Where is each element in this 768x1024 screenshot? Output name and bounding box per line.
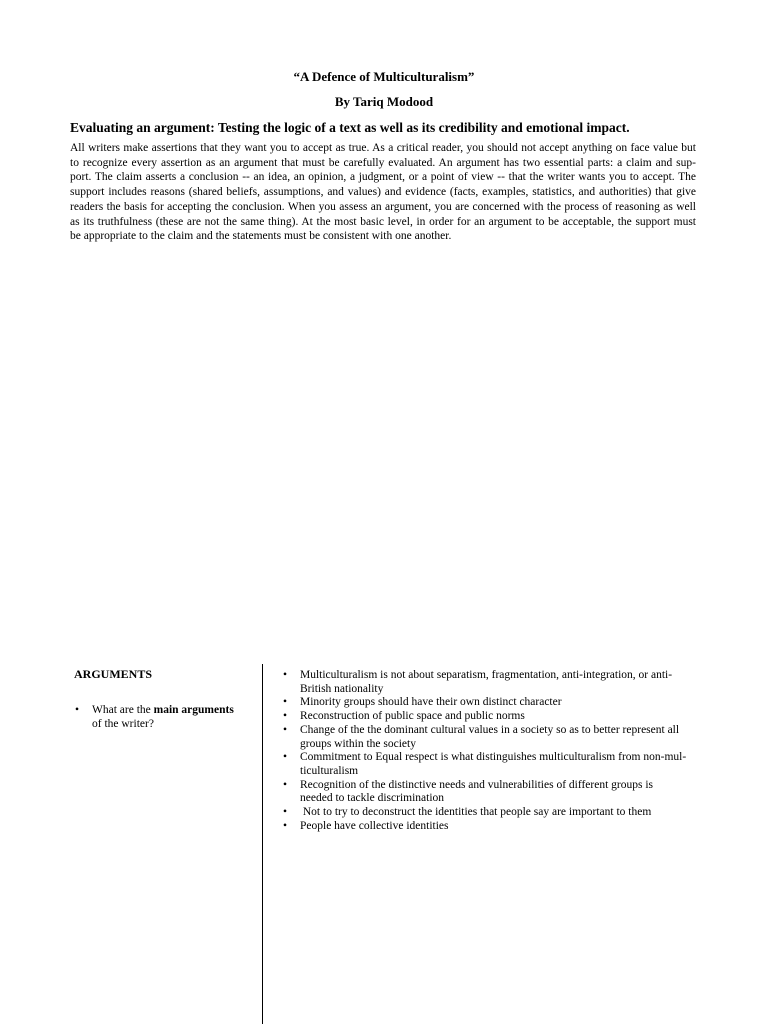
argument-item bbox=[283, 806, 700, 820]
argument-line: Minority groups should have their own distinct character bbox=[300, 696, 562, 709]
section-heading: Evaluating an argument: Testing the logic of a text as well as its credibility and emotional impact. bbox=[70, 120, 630, 135]
intro-line: port. The claim asserts a conclusion -- an idea, an opinion, a judgment, or a point of view -- that the writer wants you to accept. The bbox=[70, 171, 696, 184]
intro-paragraph bbox=[70, 141, 696, 244]
argument-line: Reconstruction of public space and public norms bbox=[300, 710, 525, 723]
bullet-icon: • bbox=[283, 696, 288, 709]
argument-item bbox=[283, 819, 700, 834]
argument-item bbox=[283, 696, 700, 710]
intro-line: readers the basis for accepting the conclusion. When you assess an argument, you are concerned with the process of reasoning as well bbox=[70, 200, 696, 213]
argument-item bbox=[283, 723, 700, 751]
question-suffix: of the writer? bbox=[92, 717, 154, 730]
argument-line: Recognition of the distinctive needs and vulnerabilities of different groups is bbox=[300, 778, 654, 791]
bullet-icon: • bbox=[283, 806, 288, 819]
document-author: By Tariq Modood bbox=[334, 94, 434, 109]
intro-line: support includes reasons (shared beliefs, assumptions, and values) and evidence (facts, examples, statistics, and authorities) that give bbox=[70, 186, 696, 199]
arguments-list-column bbox=[283, 669, 700, 833]
document-title: “A Defence of Multiculturalism” bbox=[293, 69, 475, 84]
argument-line: Change of the the dominant cultural values in a society so as to better represent all bbox=[300, 723, 680, 736]
argument-line: Multiculturalism is not about separatism, fragmentation, anti-integration, or anti- bbox=[300, 669, 673, 681]
intro-line: All writers make assertions that they want you to accept as true. As a critical reader, you should not accept anything on face value but bbox=[70, 142, 696, 154]
bullet-icon: • bbox=[283, 751, 288, 764]
arguments-label-column bbox=[74, 667, 260, 730]
argument-line: People have collective identities bbox=[300, 819, 449, 832]
argument-item bbox=[283, 710, 700, 724]
intro-line: as its truthfulness (these are not the same thing). At the most basic level, in order for an argument to be acceptable, the support must bbox=[70, 215, 696, 228]
question-prefix: What are the bbox=[92, 704, 154, 716]
argument-line: Commitment to Equal respect is what distinguishes multiculturalism from non-mul- bbox=[300, 751, 687, 764]
bullet-icon: • bbox=[75, 704, 80, 716]
bullet-icon: • bbox=[283, 778, 288, 791]
arguments-list bbox=[283, 669, 700, 833]
arguments-heading: ARGUMENTS bbox=[74, 667, 153, 681]
bullet-icon: • bbox=[283, 669, 288, 681]
bullet-icon: • bbox=[283, 710, 288, 723]
argument-item bbox=[283, 778, 700, 806]
intro-line: to recognize every assertion as an argument that must be carefully evaluated. An argument has two essential parts: a claim and sup- bbox=[70, 156, 696, 169]
argument-item bbox=[283, 751, 700, 778]
argument-line: ticulturalism bbox=[300, 764, 359, 777]
question-item bbox=[75, 704, 264, 731]
bullet-icon: • bbox=[283, 819, 288, 832]
argument-item bbox=[283, 669, 700, 696]
question-bold: main arguments bbox=[153, 704, 234, 716]
bullet-icon: • bbox=[283, 723, 288, 736]
intro-line: be appropriate to the claim and the statements must be consistent with one another. bbox=[70, 230, 452, 243]
argument-line: British nationality bbox=[300, 682, 384, 695]
argument-line: Not to try to deconstruct the identities that people say are important to them bbox=[300, 806, 652, 819]
argument-line: needed to tackle discrimination bbox=[300, 792, 445, 805]
argument-line: groups within the society bbox=[300, 737, 416, 750]
